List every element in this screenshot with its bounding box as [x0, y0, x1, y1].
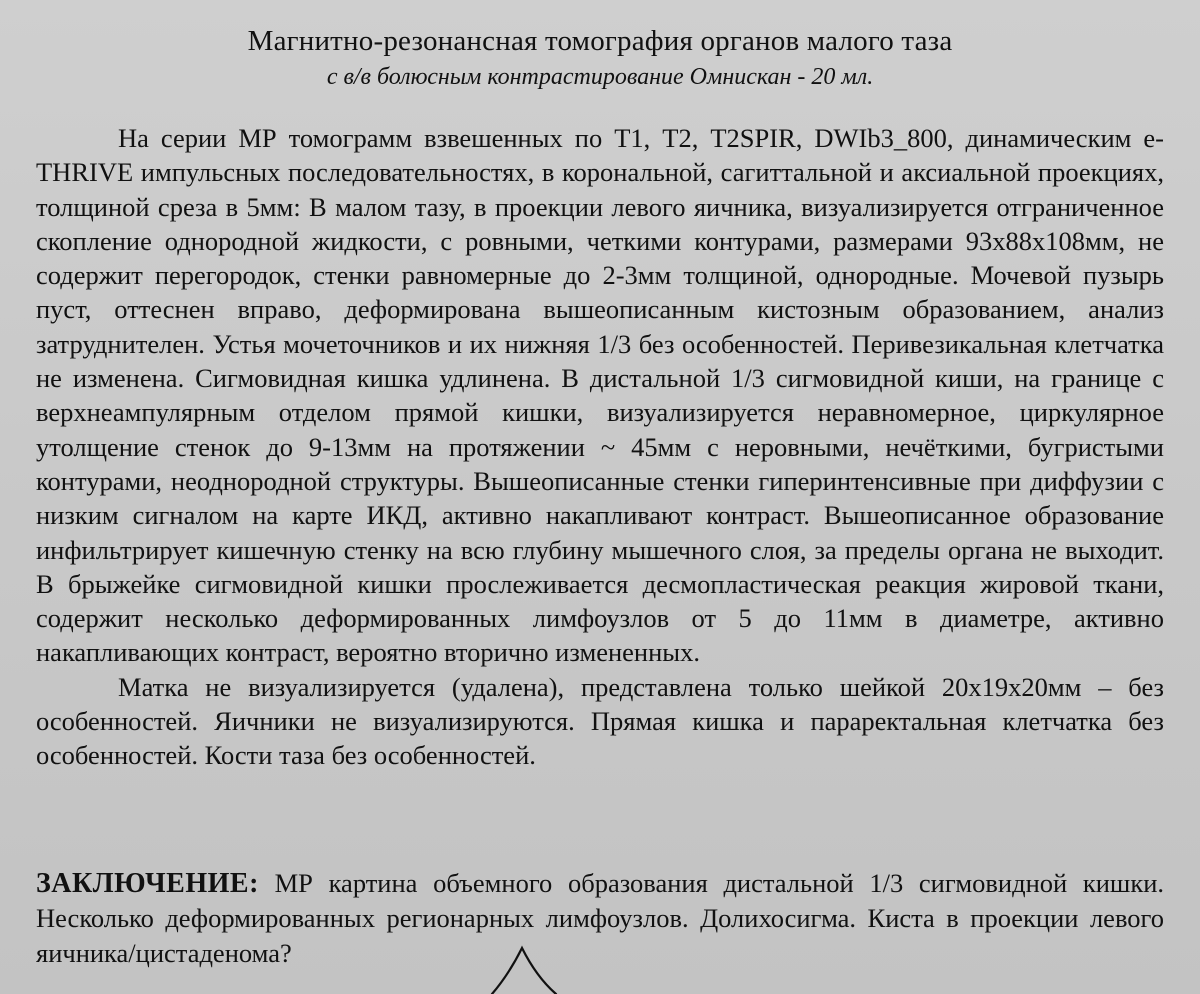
conclusion-label: ЗАКЛЮЧЕНИЕ: — [36, 868, 259, 899]
findings-paragraph: Матка не визуализируется (удалена), представлена только шейкой 20х19х20мм – без особенностей. Яичники не визуализируются. Прямая кишка и параректальная клетчатка без особенностей. Кости таза без особенностей. — [36, 671, 1164, 771]
document-title: Магнитно-резонансная томография органов малого таза — [247, 25, 953, 57]
conclusion-section — [36, 866, 1164, 970]
findings-paragraph: На серии МР томограмм взвешенных по Т1, Т2, T2SPIR, DWIb3_800, динамическим e-THRIVE импульсных последовательностях, в корональной, сагиттальной и аксиальной проекциях, толщиной среза в 5мм: В малом тазу, в проекции левого яичника, визуализируется отграниченное скопление однородной жидкости, с ровными, четкими контурами, размерами 93х88х108мм, не содержит перегородок, стенки равномерные до 2-3мм толщиной, однородные. Мочевой пузырь пуст, оттеснен вправо, деформирована вышеописанным кистозным образованием, анализ затруднителен. Устья мочеточников и их нижняя 1/3 без особенностей. Перивезикальная клетчатка не изменена. Сигмовидная кишка удлинена. В дистальной 1/3 сигмовидной киши, на границе с верхнеампулярным отделом прямой кишки, визуализируется неравномерное, циркулярное утолщение стенок до 9-13мм на протяжении ~ 45мм с неровными, нечёткими, бугристыми контурами, неоднородной структуры. Вышеописанные стенки гиперинтенсивные при диффузии с низким сигналом на карте ИКД, активно накапливают контраст. Вышеописанное образование инфильтрирует кишечную стенку на всю глубину мышечного слоя, за пределы органа не выходит. В брыжейке сигмовидной кишки прослеживается десмопластическая реакция жировой ткани, содержит несколько деформированных лимфоузлов от 5 до 11мм в диаметре, активно накапливающих контраст, вероятно вторично измененных. — [36, 123, 1164, 668]
handwritten-signature — [460, 930, 580, 994]
document-subtitle: с в/в болюсным контрастирование Омнискан - 20 мл. — [326, 64, 874, 90]
findings-section — [36, 121, 1164, 773]
conclusion-text: МР картина объемного образования дистальной 1/3 сигмовидной кишки. Несколько деформированных регионарных лимфоузлов. Долихосигма. Киста в проекции левого яичника/цистаденома? — [36, 868, 1165, 968]
